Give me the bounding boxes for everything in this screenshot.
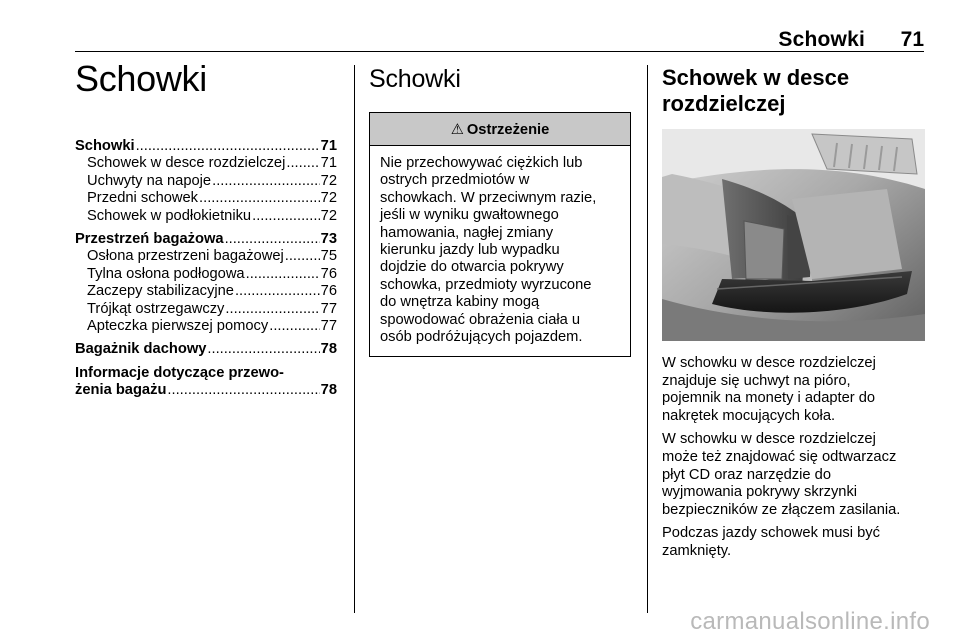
toc-entry-label: Informacje dotyczące przewo- [75, 364, 284, 381]
toc-entry [75, 173, 337, 190]
toc-entry [75, 283, 337, 300]
column-divider-2 [647, 65, 648, 613]
glovebox-photo-illustration [662, 129, 925, 341]
toc-entry-page: 73 [320, 231, 337, 248]
toc-entry-label: Uchwyty na napoje [87, 172, 212, 189]
paragraph-line: nakrętek mocujących koła. [662, 407, 836, 424]
warning-line: dojdzie do otwarcia pokrywy [380, 259, 564, 276]
toc-leader-dots [199, 190, 320, 207]
toc-leader-dots [225, 301, 319, 318]
warning-icon: ⚠ [450, 122, 464, 138]
warning-box [369, 112, 631, 357]
toc-entry [75, 365, 337, 382]
running-header-title: Schowki [778, 28, 865, 51]
paragraph-line: bezpieczników ze złączem zasilania. [662, 501, 901, 518]
warning-line: osób podróżujących pojazdem. [380, 329, 583, 346]
toc-entry-label: Zaczepy stabilizacyjne [87, 283, 234, 300]
toc-entry [75, 190, 337, 207]
toc-leader-dots [225, 231, 320, 248]
toc-entry-label: Trójkąt ostrzegawczy [87, 300, 225, 317]
toc-entry-label: Apteczka pierwszej pomocy [87, 318, 269, 335]
toc-entry [75, 341, 337, 358]
paragraph-line: zamknięty. [662, 542, 732, 559]
warning-line: ostrych przedmiotów w [380, 172, 530, 189]
toc-leader-dots [246, 266, 320, 283]
toc-entry-label: Bagażnik dachowy [75, 341, 207, 358]
toc-entry [75, 208, 337, 225]
chapter-title: Schowki [75, 58, 207, 99]
toc-entry-page: 71 [320, 138, 337, 154]
paragraph-line: płyt CD oraz narzędzie do [662, 466, 831, 483]
toc-entry-label: Przestrzeń bagażowa [75, 231, 224, 248]
toc-leader-dots [136, 138, 320, 155]
warning-line: Nie przechowywać ciężkich lub [380, 155, 583, 171]
paragraph-line: W schowku w desce rozdzielczej [662, 355, 876, 371]
warning-line: schowkach. W przeciwnym razie, [380, 189, 597, 206]
warning-line: spowodować obrażenia ciała u [380, 311, 581, 328]
paragraph-line: Podczas jazdy schowek musi być [662, 525, 880, 542]
toc-leader-dots [285, 248, 320, 265]
paragraph-line: wyjmowania pokrywy skrzynki [662, 484, 858, 501]
toc-leader-dots [207, 341, 319, 358]
toc-entry-page: 76 [320, 265, 337, 282]
toc-entry [75, 155, 337, 172]
glovebox-heading-line1: Schowek w desce [662, 65, 850, 90]
glovebox-photo [662, 129, 925, 341]
toc-entry-label: Tylna osłona podłogowa [87, 265, 245, 282]
warning-line: jeśli w wyniku gwałtownego [380, 207, 559, 224]
warning-line: hamowania, nagłej zmiany [380, 224, 554, 241]
toc-entry [75, 248, 337, 265]
toc-entry [75, 266, 337, 283]
toc-entry-page: 78 [320, 382, 337, 399]
body-paragraph [662, 431, 927, 519]
warning-header [370, 113, 630, 146]
toc-entry-page: 77 [320, 318, 337, 335]
warning-line: kierunku jazdy lub wypadku [380, 242, 560, 259]
toc-entry-page: 72 [320, 190, 337, 207]
toc-entry-page: 75 [320, 248, 337, 265]
toc-entry-label: żenia bagażu [75, 382, 167, 399]
warning-line: schowka, przedmioty wyrzucone [380, 276, 592, 293]
toc-entry-label: Schowek w podłokietniku [87, 207, 252, 224]
toc-leader-dots [252, 208, 320, 225]
table-of-contents [75, 138, 337, 400]
paragraph-line: pojemnik na monety i adapter do [662, 390, 876, 407]
toc-entry-page: 76 [320, 283, 337, 300]
page-number: 71 [900, 28, 924, 51]
toc-leader-dots [167, 382, 319, 399]
section-heading: Schowki [369, 65, 461, 93]
paragraph-line: W schowku w desce rozdzielczej [662, 431, 876, 448]
toc-entry-page: 77 [320, 300, 337, 317]
toc-entry-label: Schowek w desce rozdzielczej [87, 155, 286, 172]
toc-leader-dots [286, 155, 319, 172]
header-rule [75, 51, 924, 52]
watermark: carmanualsonline.info [690, 608, 930, 635]
toc-entry-page: 78 [320, 341, 337, 358]
glovebox-heading-line2: rozdzielczej [662, 91, 786, 116]
warning-column [369, 65, 633, 357]
toc-entry-page: 72 [320, 207, 337, 224]
body-paragraph [662, 355, 927, 425]
toc-leader-dots [235, 283, 320, 300]
glovebox-heading [662, 65, 927, 117]
paragraph-line: może też znajdować się odtwarzacz [662, 448, 897, 465]
column-divider-1 [354, 65, 355, 613]
glovebox-column [662, 65, 927, 561]
toc-leader-dots [212, 173, 320, 190]
toc-entry [75, 318, 337, 335]
warning-text [370, 146, 630, 356]
toc-entry-continuation [75, 382, 337, 399]
toc-entry-page: 71 [320, 155, 337, 172]
toc-leader-dots [269, 318, 319, 335]
paragraph-line: znajduje się uchwyt na pióro, [662, 372, 851, 389]
body-paragraph [662, 525, 927, 560]
glovebox-description [662, 355, 927, 561]
toc-entry-label: Przedni schowek [87, 190, 199, 207]
toc-entry [75, 138, 337, 155]
toc-entry-label: Schowki [75, 138, 135, 154]
warning-title: Ostrzeżenie [466, 122, 550, 138]
toc-entry-page: 72 [320, 172, 337, 189]
warning-line: do wnętrza kabiny mogą [380, 294, 540, 311]
toc-entry [75, 301, 337, 318]
contents-column [75, 58, 337, 400]
toc-entry [75, 231, 337, 248]
toc-entry-label: Osłona przestrzeni bagażowej [87, 248, 284, 265]
